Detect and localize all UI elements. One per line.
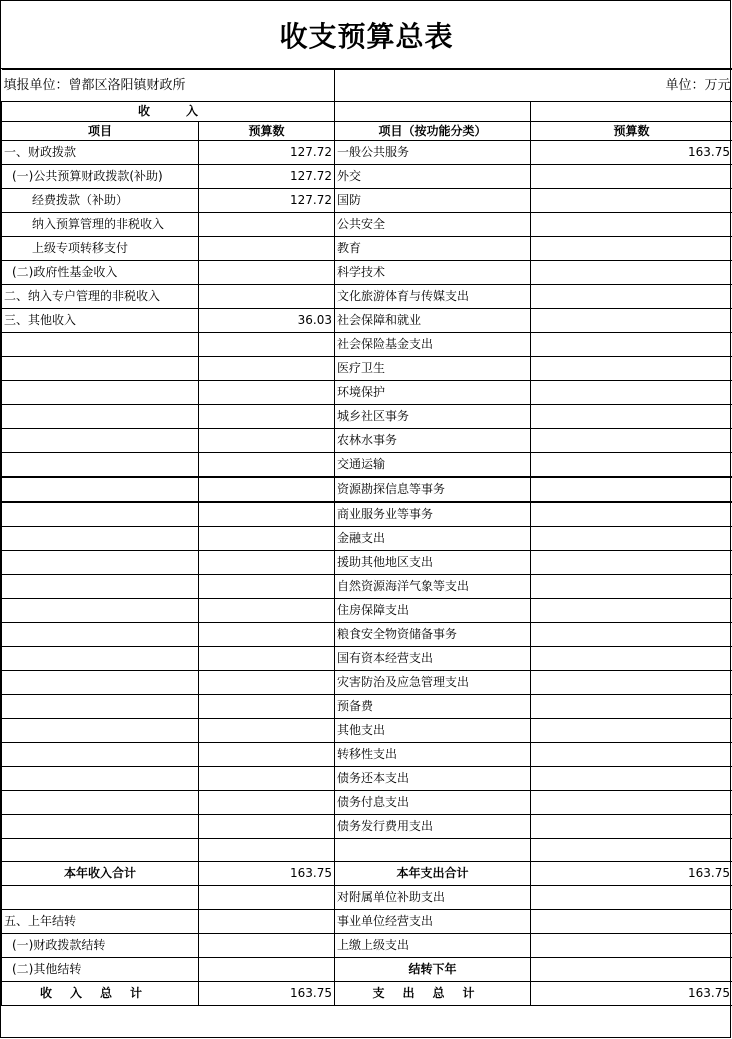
- table-row: [2, 453, 732, 478]
- expense-item-label: 国防: [335, 189, 531, 213]
- expense-item-value: [531, 285, 732, 309]
- income-item-value: [199, 815, 335, 839]
- income-item-label: [2, 815, 199, 839]
- income-item-value: [199, 767, 335, 791]
- income-item-label: [2, 719, 199, 743]
- expense-item-label: 其他支出: [335, 719, 531, 743]
- expense-item-value: [531, 623, 732, 647]
- expense-item-value: [531, 767, 732, 791]
- income-item-label: [2, 357, 199, 381]
- expense-item-value: [531, 309, 732, 333]
- income-item-label: [2, 381, 199, 405]
- expense-item-label: 债务付息支出: [335, 791, 531, 815]
- income-item-value: [199, 405, 335, 429]
- income-item-value: [199, 237, 335, 261]
- income-item-label: [2, 623, 199, 647]
- expense-item-label: 科学技术: [335, 261, 531, 285]
- col-header-func-item: 项目（按功能分类）: [335, 122, 531, 141]
- expense-item-label: 国有资本经营支出: [335, 647, 531, 671]
- income-item-label: 上级专项转移支付: [2, 237, 199, 261]
- income-item-label: [2, 791, 199, 815]
- expense-item-label: 债务还本支出: [335, 767, 531, 791]
- expense-item-label: 上缴上级支出: [335, 934, 531, 958]
- year-expense-total-value: 163.75: [531, 862, 732, 886]
- expense-item-label: [335, 839, 531, 862]
- table-row: [2, 671, 732, 695]
- table-row: [2, 791, 732, 815]
- table-row: [2, 647, 732, 671]
- income-item-value: [199, 839, 335, 862]
- expense-item-label: 公共安全: [335, 213, 531, 237]
- table-row: [2, 213, 732, 237]
- income-item-value: 127.72: [199, 189, 335, 213]
- expense-item-label: 教育: [335, 237, 531, 261]
- income-item-value: [199, 527, 335, 551]
- col-header-budget: 预算数: [199, 122, 335, 141]
- expense-item-label: 对附属单位补助支出: [335, 886, 531, 910]
- income-item-value: [199, 477, 335, 502]
- expense-item-value: [531, 429, 732, 453]
- income-item-label: [2, 551, 199, 575]
- income-item-value: [199, 910, 335, 934]
- section-header-row: [2, 102, 732, 122]
- table-row: [2, 958, 732, 982]
- grand-expense-total-label: 支出总计: [335, 982, 531, 1006]
- table-row: [2, 551, 732, 575]
- expense-item-label: 一般公共服务: [335, 141, 531, 165]
- income-item-label: 二、纳入专户管理的非税收入: [2, 285, 199, 309]
- table-row: [2, 429, 732, 453]
- table-row: [2, 237, 732, 261]
- expense-item-value: [531, 477, 732, 502]
- income-item-value: [199, 551, 335, 575]
- income-item-value: [199, 285, 335, 309]
- expense-item-value: [531, 839, 732, 862]
- expense-item-label: 预备费: [335, 695, 531, 719]
- expense-item-value: [531, 502, 732, 527]
- income-item-label: [2, 647, 199, 671]
- income-item-value: [199, 886, 335, 910]
- col-header-item: 项目: [2, 122, 199, 141]
- expense-item-label: 住房保障支出: [335, 599, 531, 623]
- table-row: [2, 815, 732, 839]
- income-item-label: 经费拨款（补助）: [2, 189, 199, 213]
- expense-item-value: [531, 453, 732, 478]
- expense-item-label: 债务发行费用支出: [335, 815, 531, 839]
- table-row: [2, 623, 732, 647]
- expense-item-label: 社会保障和就业: [335, 309, 531, 333]
- income-item-label: [2, 333, 199, 357]
- income-item-label: (一)财政拨款结转: [2, 934, 199, 958]
- blank-cell: [531, 102, 732, 122]
- expense-item-label: 交通运输: [335, 453, 531, 478]
- expense-item-label: 环境保护: [335, 381, 531, 405]
- expense-item-value: [531, 575, 732, 599]
- table-row: [2, 357, 732, 381]
- expense-item-label: 外交: [335, 165, 531, 189]
- table-row: [2, 285, 732, 309]
- expense-item-label: 结转下年: [335, 958, 531, 982]
- income-item-value: [199, 429, 335, 453]
- income-item-label: [2, 743, 199, 767]
- income-item-label: 纳入预算管理的非税收入: [2, 213, 199, 237]
- income-item-value: [199, 261, 335, 285]
- expense-item-value: [531, 910, 732, 934]
- expense-item-value: [531, 647, 732, 671]
- table-row: [2, 141, 732, 165]
- expense-item-label: 资源勘探信息等事务: [335, 477, 531, 502]
- grand-income-total-label: 收入总计: [2, 982, 199, 1006]
- expense-item-value: [531, 815, 732, 839]
- expense-item-label: 粮食安全物资储备事务: [335, 623, 531, 647]
- income-item-label: [2, 405, 199, 429]
- income-item-label: [2, 453, 199, 478]
- expense-item-value: 163.75: [531, 141, 732, 165]
- table-row: [2, 189, 732, 213]
- blank-cell: [335, 102, 531, 122]
- income-item-label: [2, 527, 199, 551]
- unit-row: [2, 70, 732, 102]
- table-row: [2, 910, 732, 934]
- table-row: [2, 261, 732, 285]
- unit-label: 填报单位：曾都区洛阳镇财政所: [2, 70, 335, 102]
- expense-item-value: [531, 237, 732, 261]
- expense-item-label: 城乡社区事务: [335, 405, 531, 429]
- expense-item-value: [531, 886, 732, 910]
- income-item-value: [199, 743, 335, 767]
- expense-item-value: [531, 405, 732, 429]
- income-item-value: [199, 958, 335, 982]
- table-row: [2, 886, 732, 910]
- table-row: [2, 502, 732, 527]
- expense-item-value: [531, 213, 732, 237]
- income-item-value: [199, 791, 335, 815]
- expense-item-value: [531, 261, 732, 285]
- expense-item-label: 文化旅游体育与传媒支出: [335, 285, 531, 309]
- expense-item-label: 商业服务业等事务: [335, 502, 531, 527]
- income-item-value: [199, 599, 335, 623]
- expense-item-label: 医疗卫生: [335, 357, 531, 381]
- income-item-value: 127.72: [199, 141, 335, 165]
- income-item-value: [199, 623, 335, 647]
- table-row: [2, 695, 732, 719]
- expense-item-label: 事业单位经营支出: [335, 910, 531, 934]
- expense-item-value: [531, 599, 732, 623]
- income-item-value: [199, 695, 335, 719]
- income-item-value: [199, 357, 335, 381]
- year-income-total-label: 本年收入合计: [2, 862, 199, 886]
- table-row: [2, 309, 732, 333]
- table-row: [2, 767, 732, 791]
- expense-item-value: [531, 189, 732, 213]
- table-row: [2, 575, 732, 599]
- income-item-label: (二)政府性基金收入: [2, 261, 199, 285]
- unit-measure: 单位：万元: [335, 70, 732, 102]
- expense-item-value: [531, 381, 732, 405]
- table-row: [2, 381, 732, 405]
- expense-item-value: [531, 551, 732, 575]
- income-item-value: [199, 333, 335, 357]
- expense-item-value: [531, 743, 732, 767]
- table-row: [2, 477, 732, 502]
- table-row: [2, 599, 732, 623]
- income-item-label: 五、上年结转: [2, 910, 199, 934]
- expense-item-value: [531, 719, 732, 743]
- expense-item-value: [531, 958, 732, 982]
- expense-item-label: 自然资源海洋气象等支出: [335, 575, 531, 599]
- income-header: 收 入: [2, 102, 335, 122]
- expense-item-label: 灾害防治及应急管理支出: [335, 671, 531, 695]
- expense-item-label: 社会保险基金支出: [335, 333, 531, 357]
- expense-item-label: 转移性支出: [335, 743, 531, 767]
- year-income-total-value: 163.75: [199, 862, 335, 886]
- expense-item-value: [531, 333, 732, 357]
- income-item-value: [199, 502, 335, 527]
- column-header-row: [2, 122, 732, 141]
- grand-total-row: [2, 982, 732, 1006]
- income-item-value: [199, 575, 335, 599]
- income-item-value: 127.72: [199, 165, 335, 189]
- income-item-value: [199, 453, 335, 478]
- table-row: [2, 165, 732, 189]
- income-item-value: [199, 719, 335, 743]
- expense-item-label: 援助其他地区支出: [335, 551, 531, 575]
- table-row: [2, 405, 732, 429]
- income-item-value: 36.03: [199, 309, 335, 333]
- income-item-label: (二)其他结转: [2, 958, 199, 982]
- table-row: [2, 934, 732, 958]
- table-row: [2, 333, 732, 357]
- expense-item-value: [531, 695, 732, 719]
- expense-item-value: [531, 357, 732, 381]
- income-item-value: [199, 671, 335, 695]
- income-item-label: [2, 477, 199, 502]
- income-item-value: [199, 934, 335, 958]
- page-title: 收支预算总表: [1, 1, 732, 69]
- expense-item-label: 农林水事务: [335, 429, 531, 453]
- income-item-label: 一、财政拨款: [2, 141, 199, 165]
- grand-expense-total-value: 163.75: [531, 982, 732, 1006]
- income-item-label: [2, 695, 199, 719]
- income-item-value: [199, 647, 335, 671]
- income-item-label: [2, 599, 199, 623]
- table-row: [2, 743, 732, 767]
- budget-table: [1, 69, 732, 1006]
- expense-item-value: [531, 527, 732, 551]
- expense-item-value: [531, 671, 732, 695]
- expense-item-label: 金融支出: [335, 527, 531, 551]
- income-item-label: [2, 886, 199, 910]
- income-item-label: [2, 671, 199, 695]
- income-item-label: [2, 575, 199, 599]
- expense-item-value: [531, 934, 732, 958]
- expense-item-value: [531, 165, 732, 189]
- income-item-label: [2, 767, 199, 791]
- table-row: [2, 527, 732, 551]
- table-row: [2, 719, 732, 743]
- income-item-label: [2, 429, 199, 453]
- grand-income-total-value: 163.75: [199, 982, 335, 1006]
- income-item-value: [199, 213, 335, 237]
- income-item-label: [2, 502, 199, 527]
- income-item-label: [2, 839, 199, 862]
- table-row: [2, 839, 732, 862]
- income-item-label: (一)公共预算财政拨款(补助): [2, 165, 199, 189]
- income-item-label: 三、其他收入: [2, 309, 199, 333]
- col-header-func-budget: 预算数: [531, 122, 732, 141]
- income-item-value: [199, 381, 335, 405]
- expense-item-value: [531, 791, 732, 815]
- year-expense-total-label: 本年支出合计: [335, 862, 531, 886]
- year-total-row: [2, 862, 732, 886]
